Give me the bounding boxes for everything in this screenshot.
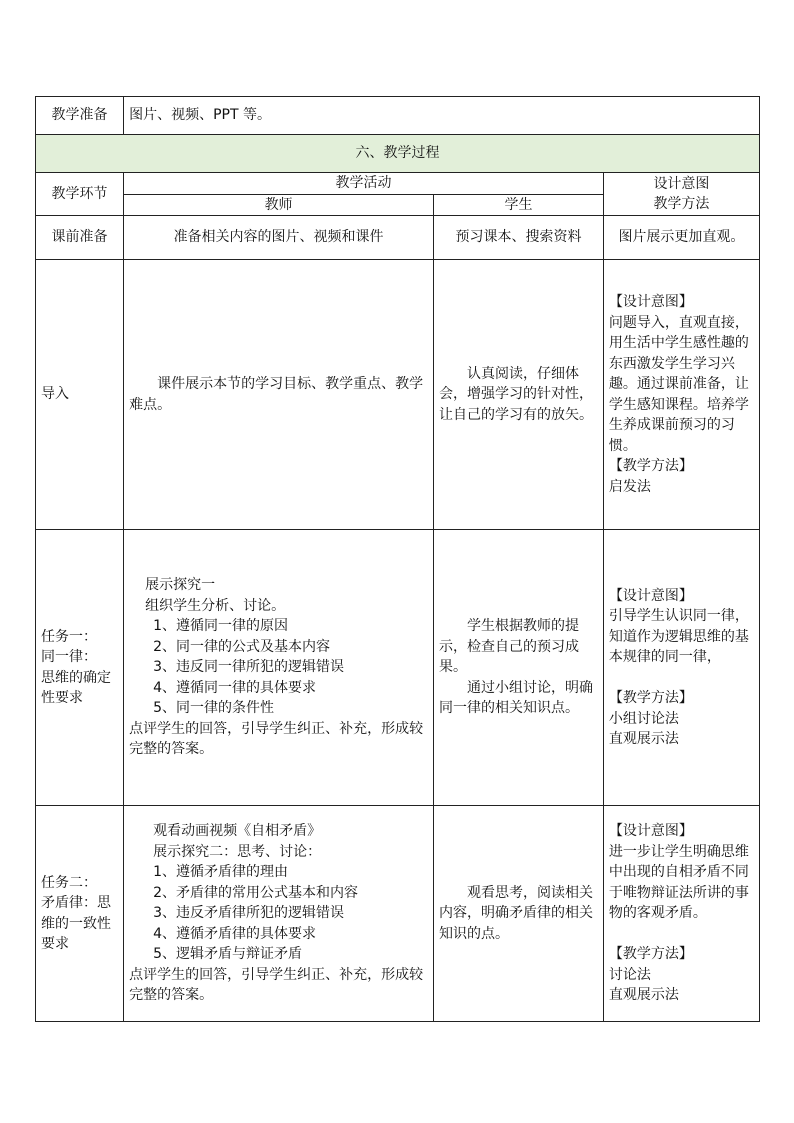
intro-student	[434, 260, 604, 530]
task1-teacher-item: 1、遵循同一律的原因	[153, 618, 289, 635]
task2-teacher-item: 1、遵循矛盾律的理由	[153, 864, 289, 881]
pre-teacher: 准备相关内容的图片、视频和课件	[124, 216, 434, 260]
header-activity: 教学活动	[124, 173, 604, 195]
task2-design	[603, 806, 759, 1022]
task2-design-line: 进一步让学生明确思维中出现的自相矛盾不同于唯物辩证法所讲的事物的客观矛盾。	[608, 843, 749, 922]
intro-design-line: 【设计意图】	[608, 294, 693, 310]
intro-teacher-text: 课件展示本节的学习目标、教学重点、教学难点。	[129, 376, 424, 413]
task1-teacher-items	[129, 616, 428, 719]
header-design-line1: 设计意图	[653, 175, 710, 192]
task2-teacher-head: 展示探究二：思考、讨论：	[153, 843, 322, 860]
task1-stage	[36, 530, 124, 806]
row-task2	[36, 806, 760, 1022]
task2-stage-line: 矛盾律：思维的一致性要求	[41, 895, 111, 952]
intro-stage: 导入	[36, 260, 124, 530]
task1-stage-line: 任务一：	[41, 628, 97, 645]
task1-teacher-tail: 点评学生的回答，引导学生纠正、补充，形成较完整的答案。	[129, 720, 424, 758]
task2-teacher-head: 观看动画视频《自相矛盾》	[153, 823, 322, 840]
pre-design: 图片展示更加直观。	[603, 216, 759, 260]
task1-stage-line: 同一律：	[41, 649, 97, 665]
header-student: 学生	[434, 194, 604, 216]
row-pre	[36, 216, 760, 260]
task1-design	[603, 530, 759, 806]
task2-design-line	[609, 924, 754, 945]
task2-design-line: 讨论法	[608, 966, 651, 983]
task2-teacher-item: 4、遵循矛盾律的具体要求	[153, 925, 317, 942]
header-row-1	[36, 173, 760, 195]
task1-teacher-item: 2、同一律的公式及基本内容	[153, 638, 331, 655]
intro-student-text: 认真阅读，仔细体会，增强学习的针对性，让自己的学习有的放矢。	[439, 365, 594, 423]
task2-student-text: 观看思考，阅读相关内容，明确矛盾律的相关知识的点。	[439, 884, 594, 942]
task1-design-line: 直观展示法	[608, 731, 679, 747]
intro-teacher	[124, 260, 434, 530]
prep-value: 图片、视频、PPT 等。	[124, 97, 760, 135]
header-teacher: 教师	[124, 194, 434, 216]
task2-teacher-item: 2、矛盾律的常用公式基本和内容	[153, 884, 359, 901]
row-task1	[36, 530, 760, 806]
task2-design-line: 直观展示法	[608, 987, 679, 1004]
task1-teacher-item: 5、同一律的条件性	[153, 700, 275, 717]
pre-stage: 课前准备	[36, 216, 124, 260]
task1-design-line: 引导学生认识同一律，知道作为逻辑思维的基本规律的同一律，	[608, 608, 749, 665]
task1-teacher-head: 展示探究一	[145, 577, 216, 594]
task1-stage-line: 思维的确定性要求	[41, 669, 111, 706]
teaching-process-table	[35, 96, 760, 1022]
task1-student	[434, 530, 604, 806]
prep-row	[36, 97, 760, 135]
task1-teacher	[124, 530, 434, 806]
task2-teacher	[124, 806, 434, 1022]
task2-teacher-item: 3、违反矛盾律所犯的逻辑错误	[153, 905, 345, 922]
task1-design-line: 小组讨论法	[608, 710, 679, 727]
section-title-row	[36, 135, 760, 173]
intro-design-line: 问题导入，直观直接，用生活中学生感性趣的东西激发学生学习兴趣。通过课前准备，让学生感知课程。培养学生养成课前预习的习惯。	[608, 314, 749, 454]
intro-design-line: 启发法	[608, 478, 651, 495]
task2-stage-line: 任务二：	[41, 874, 97, 891]
task1-design-line: 【教学方法】	[608, 690, 693, 706]
task2-student	[434, 806, 604, 1022]
pre-student: 预习课本、搜索资料	[434, 216, 604, 260]
intro-design-line: 【教学方法】	[608, 458, 693, 474]
header-design-line2: 教学方法	[653, 196, 710, 212]
row-intro	[36, 260, 760, 530]
header-design	[603, 173, 759, 216]
task2-design-line: 【设计意图】	[608, 823, 693, 840]
task2-design-list	[609, 821, 754, 1006]
task2-stage	[36, 806, 124, 1022]
task1-teacher-head: 组织学生分析、讨论。	[145, 597, 286, 614]
task2-teacher-item: 5、逻辑矛盾与辩证矛盾	[153, 946, 303, 963]
header-stage: 教学环节	[36, 173, 124, 216]
intro-design-list	[609, 292, 754, 497]
task1-student-text: 通过小组讨论，明确同一律的相关知识点。	[439, 679, 594, 717]
task1-student-text: 学生根据教师的提示，检查自己的预习成果。	[439, 618, 580, 676]
task2-teacher-tail: 点评学生的回答，引导学生纠正、补充，形成较完整的答案。	[129, 966, 424, 1004]
prep-label: 教学准备	[36, 97, 124, 135]
task1-design-list	[609, 586, 754, 750]
task1-teacher-item: 3、违反同一律所犯的逻辑错误	[153, 659, 345, 676]
intro-design	[603, 260, 759, 530]
task1-teacher-item: 4、遵循同一律的具体要求	[153, 679, 317, 696]
task1-design-line	[609, 668, 754, 689]
section-title: 六、教学过程	[36, 135, 760, 173]
task2-design-line: 【教学方法】	[608, 946, 693, 963]
task1-design-line: 【设计意图】	[608, 587, 693, 604]
task2-teacher-items	[129, 862, 428, 965]
